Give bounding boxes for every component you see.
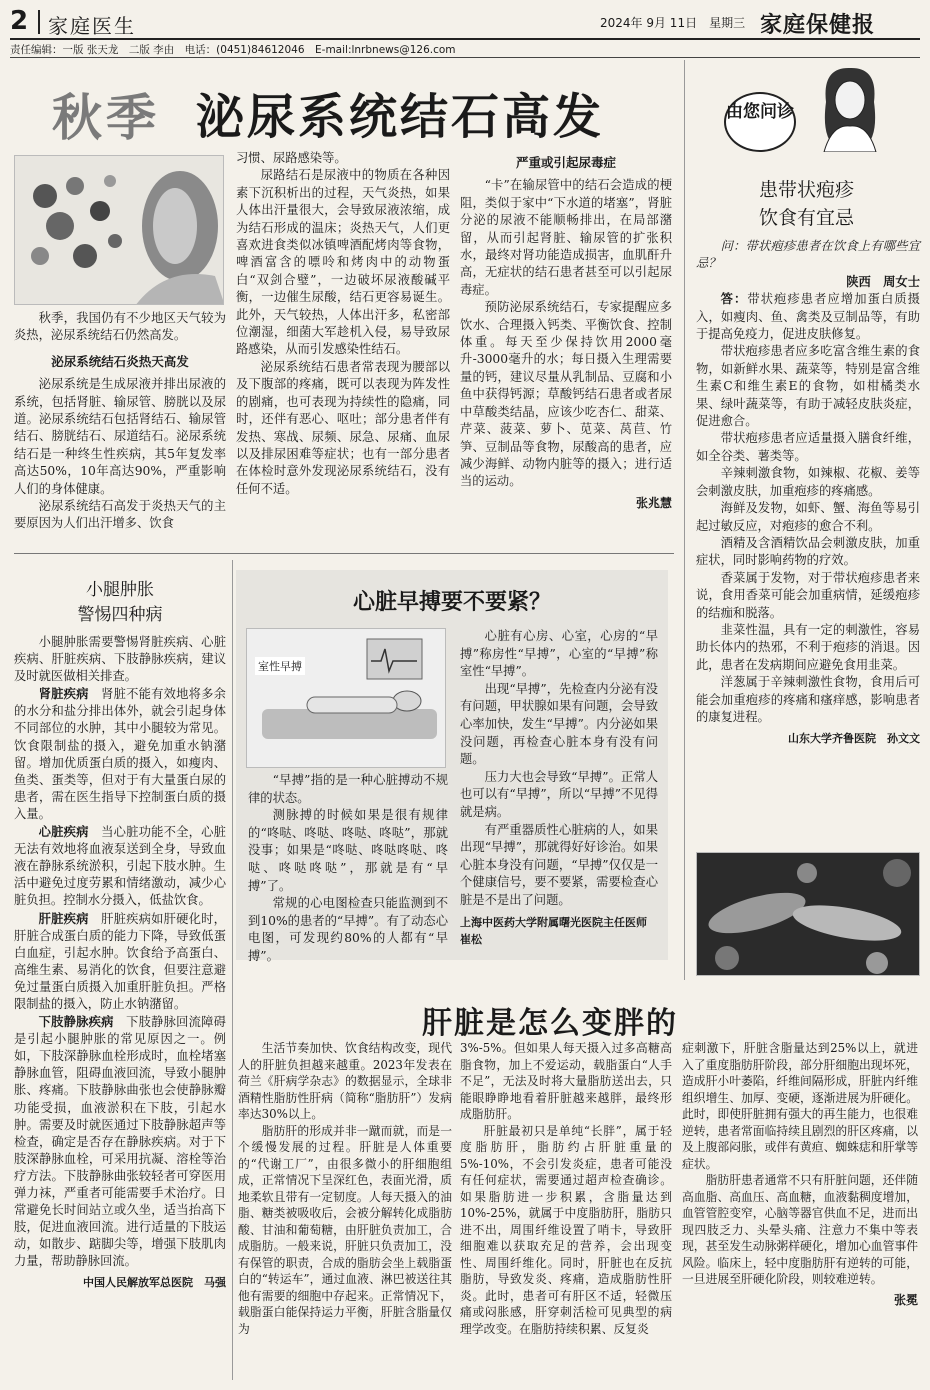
qa-answer: 酒精及含酒精饮品会刺激皮肤，加重症状，同时影响药物的疗效。 xyxy=(696,535,920,568)
lead-paragraph: 泌尿系统是生成尿液并排出尿液的系统，包括肾脏、输尿管、膀胱以及尿道。泌尿系统结石包括肾结石、输尿管结石、膀胱结石、尿道结石。泌尿系统结石是一种终生性疾病，其5年复发率高达50%，10年高达90%，严重影响人们的身体健康。 xyxy=(14,377,226,496)
seafood-illustration xyxy=(697,853,920,976)
heart-image-label: 室性早搏 xyxy=(255,657,305,675)
liver-column-1 xyxy=(238,1040,452,1337)
lead-paragraph: 预防泌尿系统结石，专家提醒应多饮水、合理摄入钙类、平衡饮食、控制体重。每天至少保持饮用2000毫升-3000毫升的水；每日摄入生理需要量的钙，建议尽量从乳制品、豆腐和小鱼中获得钙源；草酸钙结石患者或者尿中草酸类结晶，应该少吃杏仁、甜菜、芹菜、菠菜、萝卜、苋菜、莴苣、竹笋、豆制品等食物，尿酸高的患者，应减少海鲜、动物内脏等的摄入；进行适当的运动。 xyxy=(460,300,672,489)
heart-paragraph: “早搏”指的是一种心脏搏动不规律的状态。 xyxy=(248,773,448,805)
heart-paragraph: 压力大也会导致“早搏”。正常人也可以有“早搏”，所以“早搏”不见得就是病。 xyxy=(460,769,658,819)
column-divider xyxy=(232,560,233,1380)
page-number: 2 xyxy=(10,6,29,36)
qa-title: 患带状疱疹 饮食有宜忌 xyxy=(758,179,854,229)
leg-keyword: 肾脏疾病 xyxy=(38,686,89,702)
lead-title: 泌尿系统结石高发 xyxy=(196,89,605,145)
qa-answer: 辛辣刺激食物，如辣椒、花椒、姜等会刺激皮肤，加重疱疹的疼痛感。 xyxy=(696,466,920,498)
ask-doctor-badge: 由您问诊 xyxy=(724,92,796,152)
heart-paragraph: 出现“早搏”，先检查内分泌有没有问题，甲状腺如果有问题，会导致心率加快，发生“早搏”。内分泌如果没问题，再检查心脏本身有没有问题。 xyxy=(460,681,658,767)
lead-subheading-1: 泌尿系统结石炎热天高发 xyxy=(51,353,189,369)
editor-credits: 责任编辑：一版 张天龙 二版 李由 电话：(0451)84612046 E-mail:lnrbnews@126.com xyxy=(10,44,456,56)
liver-paragraph: 3%-5%。但如果人每天摄入过多高糖高脂食物，加上不爱运动，载脂蛋白“人手不足”，无法及时将大量脂肪送出去，只能眼睁睁地看着肝脏越来越胖，最终形成脂肪肝。 xyxy=(460,1041,672,1121)
qa-answer: 韭菜性温，具有一定的刺激性，容易助长体内的热邪，不利于疱疹的消退。因此，患者在发病期间应避免食用韭菜。 xyxy=(696,622,920,672)
lead-column-1 xyxy=(14,310,226,533)
qa-answer-label: 答： xyxy=(720,291,748,307)
doctor-portrait xyxy=(812,62,888,152)
leg-paragraph: 小腿肿胀需要警惕肾脏疾病、心脏疾病、肝脏疾病、下肢静脉疾病，建议及时就医做相关排查。 xyxy=(14,635,226,684)
liver-paragraph: 肝脏最初只是单纯“长胖”，属于轻度脂肪肝，脂肪约占肝脏重量的5%-10%，不会引发炎症，患者可能没有任何症状，需要通过超声检查确诊。如果脂肪进一步积累，含脂量达到10%-25%，就属于中度脂肪肝，脂肪只进不出，周围纤维设置了哨卡，导致肝细胞难以获取充足的营养，会出现变性、周围纤维化。同时，肝脏也在反抗脂肪，导致发炎、疼痛，造成脂肪性肝炎。此时，患者可有肝区不适，轻微压痛或闷胀感，肝穿刺活检可见典型的病理学改变。在脂肪持续积累、反复炎 xyxy=(460,1123,672,1336)
kidney-illustration xyxy=(15,156,224,305)
liver-title: 肝脏是怎么变胖的 xyxy=(422,1006,678,1041)
issue-date: 2024年 9月 11日 星期三 xyxy=(600,16,746,30)
heart-paragraph: 心脏有心房、心室，心房的“早搏”称房性“早搏”，心室的“早搏”称室性“早搏”。 xyxy=(460,629,658,679)
header-divider xyxy=(38,10,40,34)
qa-author: 山东大学齐鲁医院 孙文文 xyxy=(788,732,920,746)
qa-answer: 洋葱属于辛辣刺激性食物，食用后可能会加重疱疹的疼痛和瘙痒感，影响患者的康复进程。 xyxy=(696,675,920,724)
liver-column-3 xyxy=(682,1040,918,1308)
liver-paragraph: 脂肪肝患者通常不只有肝脏问题，还伴随高血脂、高血压、高血糖，血液黏稠度增加，血管管腔变窄，心脑等器官供血不足，进而出现四肢乏力、头晕头痛、注意力不集中等表现，甚至发生动脉粥样硬化，增加心血管事件风险。临床上，轻中度脂肪肝有逆转的可能，一旦进展至肝硬化阶段，则较难逆转。 xyxy=(682,1173,918,1286)
heart-column-2 xyxy=(460,628,658,949)
liver-column-2 xyxy=(460,1040,672,1337)
heart-exam-image xyxy=(246,628,446,768)
lead-column-2 xyxy=(236,150,450,498)
qa-answer: 香菜属于发物，对于带状疱疹患者来说，食用香菜可能会加重病情，延缓疱疹的结痂和脱落。 xyxy=(696,570,920,620)
qa-asker: 陕西 周女士 xyxy=(846,273,920,289)
masthead: 家庭保健报 xyxy=(760,12,876,38)
lead-author: 张兆慧 xyxy=(635,495,672,510)
liver-paragraph: 脂肪肝的形成并非一蹴而就，而是一个缓慢发展的过程。肝脏是人体重要的“代谢工厂”，由很多微小的肝细胞组成，正常情况下呈深红色，表面光滑，质地柔软且带有一定韧度。人每天摄入的油脂、糖类被吸收后，会被分解转化成脂肪酸、甘油和葡萄糖，由肝脏负责加工，合成脂肪。一般来说，肝脏只负责加工，没有保管的职责，合成的脂肪会坐上载脂蛋白的“转运车”，通过血液、淋巴被送往其他有需要的细胞中存起来。正常情况下，载脂蛋白能保持运力平衡，肝脏含脂量仅为 xyxy=(238,1123,452,1336)
lead-subheading-2: 严重或引起尿毒症 xyxy=(515,155,616,170)
liver-paragraph: 生活节奏加快、饮食结构改变，现代人的肝脏负担越来越重。2023年发表在荷兰《肝病学杂志》的数据显示，全球非酒精性脂肪性肝病（简称“脂肪肝”）发病率达30%以上。 xyxy=(238,1041,452,1121)
lead-paragraph: 习惯、尿路感染等。 xyxy=(236,151,347,165)
qa-answer: 带状疱疹患者应适量摄入膳食纤维，如全谷类、薯类等。 xyxy=(696,431,920,463)
leg-author: 中国人民解放军总医院 马强 xyxy=(83,1276,226,1290)
column-divider xyxy=(684,60,685,980)
lead-paragraph: 尿路结石是尿液中的物质在各种因素下沉积析出的过程，天气炎热，如果人体出汗量很大，会导致尿液浓缩，成为结石形成的温床；炎热天气，人们更喜欢进食类似冰镇啤酒配烤肉等食物，啤酒富含的嘌呤和烤肉中的动物蛋白“双剑合璧”，一边破坏尿液酸碱平衡，一边催生尿酸，结石更容易诞生。此外，天气较热，人体出汗多，私密部位潮湿，细菌大军趁机入侵，易导致尿路感染，从而引发感染性结石。 xyxy=(236,168,450,357)
ecg-illustration xyxy=(247,629,446,768)
lead-title-season: 秋季 xyxy=(52,89,160,147)
qa-question: 问：带状疱疹患者在饮食上有哪些宜忌？ xyxy=(696,239,920,271)
qa-answer: 海鲜及发物，如虾、蟹、海鱼等易引起过敏反应，对疱疹的愈合不利。 xyxy=(696,501,920,533)
lead-paragraph: 泌尿系统结石患者常表现为腰部以及下腹部的疼痛，既可以表现为阵发性的剧痛，也可表现为持续性的隐痛，同时，还伴有恶心、呕吐；部分患者伴有发热、寒战、尿频、尿急、尿痛、血尿以及排尿困难等症状；也有一部分患者在体检时意外发现泌尿系统结石，没有任何不适。 xyxy=(236,359,450,496)
kidney-stones-image xyxy=(14,155,224,305)
heart-paragraph: 有严重器质性心脏病的人，如果出现“早搏”，那就得好好诊治。如果心脏本身没有问题，“早搏”仅仅是一个健康信号，要不要紧，需要检查心脏是不是出了问题。 xyxy=(460,822,658,907)
lead-column-3 xyxy=(460,150,672,512)
liver-author: 张冕 xyxy=(893,1292,918,1307)
liver-paragraph: 症刺激下，肝脏含脂量达到25%以上，就进入了重度脂肪肝阶段，部分肝细胞出现坏死，造成肝小叶萎陷，纤维间隔形成，肝脏内纤维组织增生、加厚、变硬，逐渐进展为肝硬化。此时，即使肝脏拥有强大的再生能力，也很难逆转，患者常面临持续且剧烈的肝区疼痛，以及上腹部闷胀，或伴有黄疸、蜘蛛痣和肝掌等症状。 xyxy=(682,1041,918,1171)
heart-author: 上海中医药大学附属曙光医院主任医师 崔松 xyxy=(460,915,658,947)
qa-answer: 带状疱疹患者应多吃富含维生素的食物，如新鲜水果、蔬菜等，特别是富含维生素C和维生素E的食物，如柑橘类水果、绿叶蔬菜等，有助于减轻皮肤炎症，促进愈合。 xyxy=(696,344,920,429)
food-image xyxy=(696,852,920,976)
leg-keyword: 下肢静脉疾病 xyxy=(38,1014,114,1030)
section-divider xyxy=(14,553,674,554)
lead-intro: 秋季，我国仍有不少地区天气较为炎热，泌尿系统结石仍然高发。 xyxy=(14,311,226,343)
doctor-avatar-icon xyxy=(812,62,888,152)
leg-keyword: 心脏疾病 xyxy=(38,824,89,840)
qa-answer: 带状疱疹患者应增加蛋白质摄入，如瘦肉、鱼、禽类及豆制品等，有助于提高免疫力，促进皮肤修复。 xyxy=(696,292,920,342)
header-rule xyxy=(10,38,920,40)
heart-column-1 xyxy=(248,772,448,966)
heart-paragraph: 测脉搏的时候如果是很有规律的“咚哒、咚哒、咚哒、咚哒”，那就没事；如果是“咚哒、咚哒咚哒、咚哒、咚哒咚哒”，那就是有“早搏”了。 xyxy=(248,808,448,893)
header-rule-thin xyxy=(10,57,920,58)
heart-paragraph: 常规的心电图检查只能监测到不到10%的患者的“早搏”。有了动态心电图，可发现约80%的人都有“早搏”。 xyxy=(248,896,448,963)
lead-paragraph: “卡”在输尿管中的结石会造成的梗阻，类似于家中“下水道的堵塞”，肾脏分泌的尿液不能顺畅排出，在局部潴留，从而引起肾脏、输尿管的扩张积水，最终对肾功能造成损害，血肌酐升高，无症状的结石患者甚至可以引起尿毒症。 xyxy=(460,178,672,297)
heart-title: 心脏早搏要不要紧？ xyxy=(352,590,551,615)
leg-keyword: 肝脏疾病 xyxy=(38,910,89,926)
lead-paragraph: 泌尿系统结石高发于炎热天气的主要原因为人们出汗增多、饮食 xyxy=(14,499,226,531)
leg-body: 小腿肿胀需要警惕肾脏疾病、心脏疾病、肝脏疾病、下肢静脉疾病，建议及时就医做相关排查。 肾脏疾病 肾脏不能有效地将多余的水分和盐分排出体外，就会引起身体不同部位的水肿，其中小腿较为常见。饮食限制盐的摄入，避免加重水钠潴留。增加优质蛋白质的摄入，如瘦肉、鱼类、蛋类等，但对于有大量蛋白尿的患者，需在医生指导下控制蛋白质的摄入量。 心脏疾病 当心脏功能不全，心脏无法有效地将血液泵送到全身，导致血液在静脉系统淤积，引起下肢水肿。生活中避免过度劳累和情绪激动，减少心脏负担。控制水分摄入，低盐饮食。 肝脏疾病 肝脏疾病如肝硬化时，肝脏合成蛋白质的能力下降，导致低蛋白血症，引起水肿。饮食给予高蛋白、高维生素、易消化的饮食，但要注意避免过量蛋白质摄入加重肝脏负担。严格限制盐的摄入，防止水钠潴留。 下肢静脉疾病 下肢静脉回流障碍是引起小腿肿胀的常见原因之一。例如，下肢深静脉血栓形成时，血栓堵塞静脉血管，阻碍血液回流，导致小腿肿胀、疼痛。下肢静脉曲张也会使静脉瓣功能受损，血液淤积在下肢，引起水肿。需要及时就医通过下肢静脉超声等检查，确定是否存在静脉疾病。对于下肢深静脉血栓，可采用抗凝、溶栓等治疗方法。下肢静脉曲张较轻者可穿医用弹力袜，严重者可能需要手术治疗。日常避免长时间站立或久坐，适当抬高下肢，促进血液回流。进行适量的下肢运动，如散步、踮脚尖等，增强下肢肌肉力量，帮助静脉回流。 中国人民解放军总医院 马强 xyxy=(14,634,226,1292)
leg-title: 小腿肿胀 警惕四种病 xyxy=(77,580,163,625)
section-name: 家庭医生 xyxy=(48,14,136,38)
qa-body xyxy=(696,238,920,748)
